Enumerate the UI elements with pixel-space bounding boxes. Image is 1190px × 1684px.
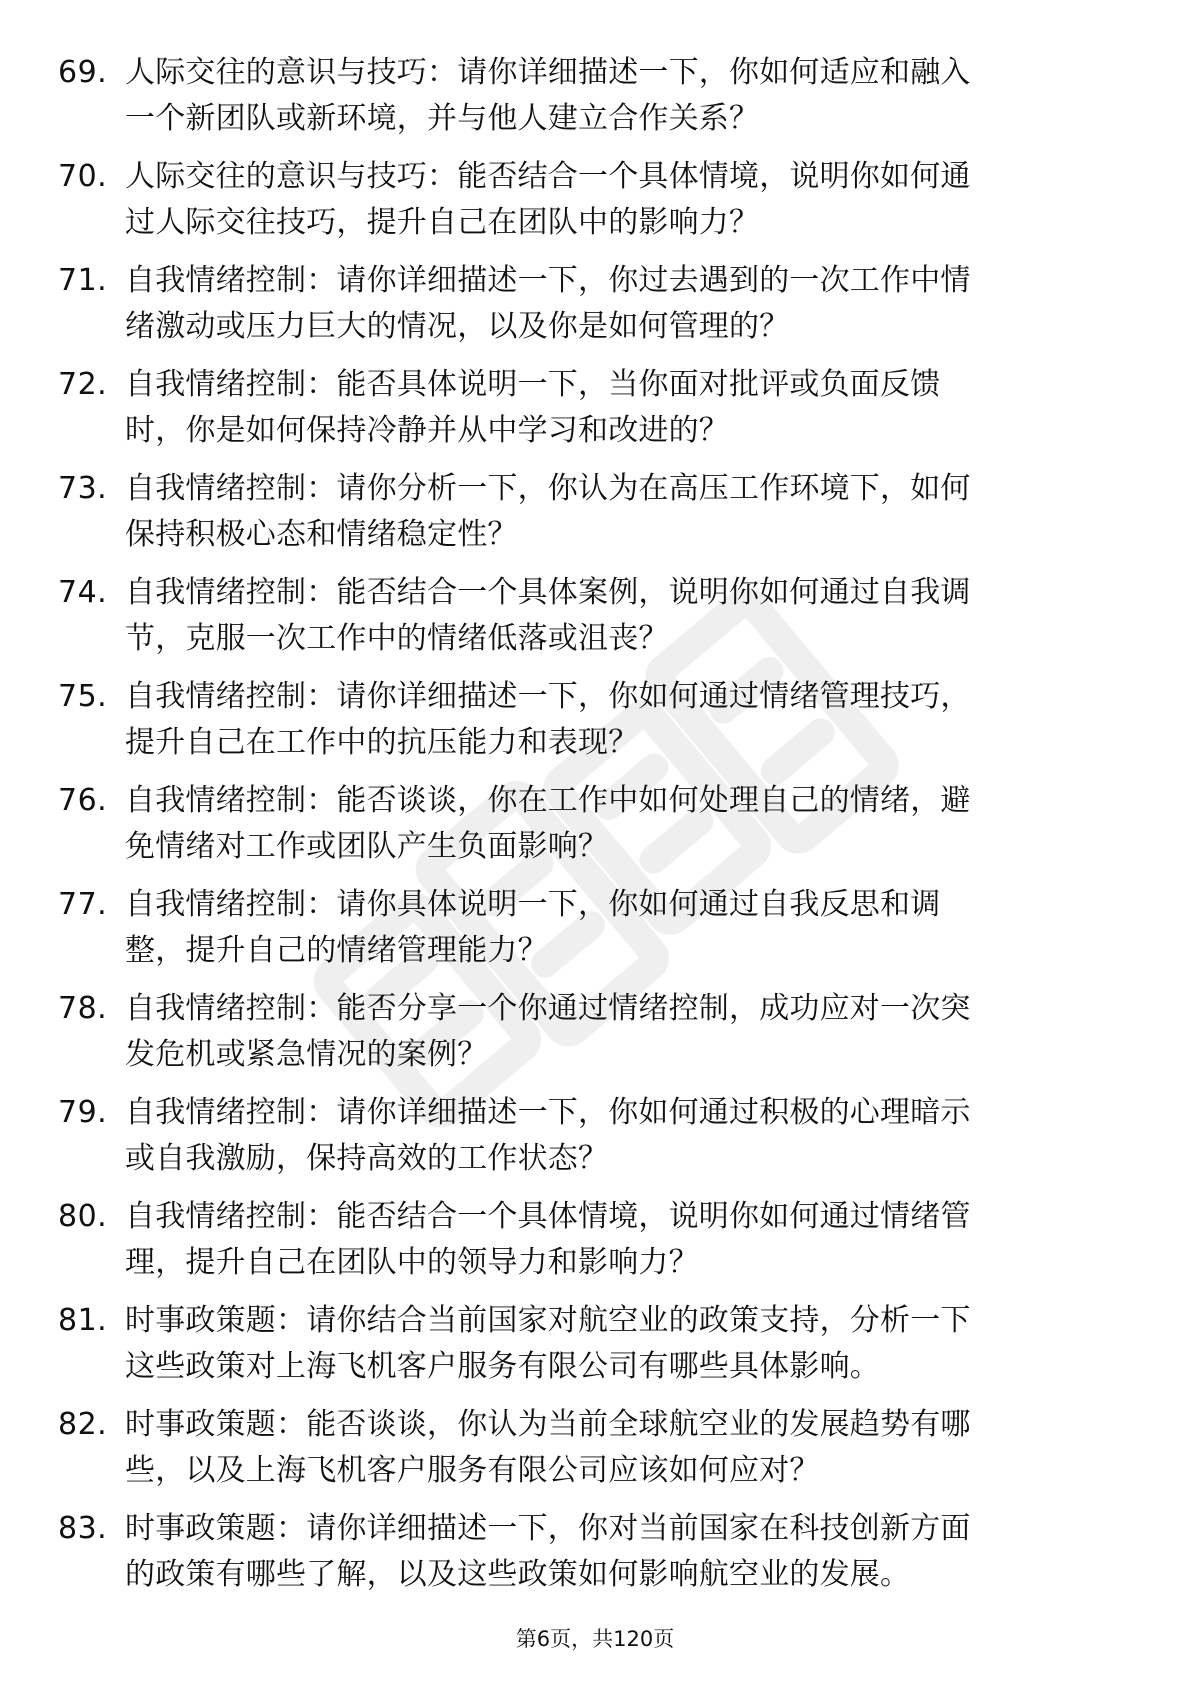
item-number: 73. xyxy=(58,471,108,506)
item-text-line: 自我情绪控制：请你具体说明一下，你如何通过自我反思和调 xyxy=(125,887,941,922)
item-text-line: 绪激动或压力巨大的情况，以及你是如何管理的？ xyxy=(125,309,790,344)
item-text xyxy=(125,50,1110,142)
item-text-line: 自我情绪控制：能否结合一个具体情境，说明你如何通过情绪管 xyxy=(125,1199,971,1234)
item-text-line: 自我情绪控制：能否结合一个具体案例，说明你如何通过自我调 xyxy=(125,575,971,610)
item-text xyxy=(125,154,1110,246)
list-item xyxy=(0,674,1190,778)
item-text-line: 自我情绪控制：请你详细描述一下，你如何通过情绪管理技巧， xyxy=(125,679,971,714)
item-text-line: 自我情绪控制：请你分析一下，你认为在高压工作环境下，如何 xyxy=(125,471,971,506)
item-text-line: 保持积极心态和情绪稳定性？ xyxy=(125,517,518,552)
item-number: 78. xyxy=(58,991,108,1026)
item-number: 76. xyxy=(58,783,108,818)
list-item xyxy=(0,1402,1190,1506)
item-text xyxy=(125,258,1110,350)
item-text-line: 自我情绪控制：能否分享一个你通过情绪控制，成功应对一次突 xyxy=(125,991,971,1026)
item-text-line: 或自我激励，保持高效的工作状态？ xyxy=(125,1141,609,1176)
item-text xyxy=(125,1402,1110,1494)
item-text-line: 人际交往的意识与技巧：请你详细描述一下，你如何适应和融入 xyxy=(125,55,971,90)
item-text-line: 时事政策题：请你结合当前国家对航空业的政策支持，分析一下 xyxy=(125,1303,971,1338)
item-number: 77. xyxy=(58,887,108,922)
item-text xyxy=(125,1194,1110,1286)
item-number: 82. xyxy=(58,1407,108,1442)
item-text xyxy=(125,466,1110,558)
item-text-line: 节，克服一次工作中的情绪低落或沮丧？ xyxy=(125,621,669,656)
list-item xyxy=(0,362,1190,466)
item-text xyxy=(125,362,1110,454)
item-text-line: 时事政策题：请你详细描述一下，你对当前国家在科技创新方面 xyxy=(125,1511,971,1546)
item-text-line: 过人际交往技巧，提升自己在团队中的影响力？ xyxy=(125,205,760,240)
item-number: 75. xyxy=(58,679,108,714)
list-item xyxy=(0,1506,1190,1610)
list-item xyxy=(0,882,1190,986)
item-text-line: 些，以及上海飞机客户服务有限公司应该如何应对？ xyxy=(125,1453,820,1488)
list-item xyxy=(0,986,1190,1090)
item-text xyxy=(125,1298,1110,1390)
item-number: 80. xyxy=(58,1199,108,1234)
item-text xyxy=(125,882,1110,974)
item-text xyxy=(125,1506,1110,1598)
item-number: 74. xyxy=(58,575,108,610)
item-text-line: 发危机或紧急情况的案例？ xyxy=(125,1037,488,1072)
item-text-line: 时，你是如何保持冷静并从中学习和改进的？ xyxy=(125,413,729,448)
item-text xyxy=(125,674,1110,766)
item-number: 72. xyxy=(58,367,108,402)
item-number: 69. xyxy=(58,55,108,90)
item-text-line: 整，提升自己的情绪管理能力？ xyxy=(125,933,548,968)
item-text-line: 自我情绪控制：请你详细描述一下，你过去遇到的一次工作中情 xyxy=(125,263,971,298)
item-text xyxy=(125,1090,1110,1182)
item-text-line: 一个新团队或新环境，并与他人建立合作关系？ xyxy=(125,101,760,136)
page-footer: 第6页，共120页 xyxy=(515,1627,675,1651)
item-text-line: 理，提升自己在团队中的领导力和影响力？ xyxy=(125,1245,699,1280)
item-text xyxy=(125,986,1110,1078)
item-number: 81. xyxy=(58,1303,108,1338)
item-text-line: 提升自己在工作中的抗压能力和表现？ xyxy=(125,725,639,760)
list-item xyxy=(0,1194,1190,1298)
list-item xyxy=(0,570,1190,674)
item-number: 70. xyxy=(58,159,108,194)
list-item xyxy=(0,154,1190,258)
list-item xyxy=(0,466,1190,570)
item-text-line: 的政策有哪些了解，以及这些政策如何影响航空业的发展。 xyxy=(125,1557,911,1592)
list-item xyxy=(0,50,1190,154)
list-item xyxy=(0,258,1190,362)
item-number: 71. xyxy=(58,263,108,298)
item-text-line: 时事政策题：能否谈谈，你认为当前全球航空业的发展趋势有哪 xyxy=(125,1407,971,1442)
list-item xyxy=(0,1090,1190,1194)
list-item xyxy=(0,778,1190,882)
item-text-line: 人际交往的意识与技巧：能否结合一个具体情境，说明你如何通 xyxy=(125,159,971,194)
item-text xyxy=(125,570,1110,662)
item-text-line: 自我情绪控制：能否具体说明一下，当你面对批评或负面反馈 xyxy=(125,367,941,402)
item-number: 79. xyxy=(58,1095,108,1130)
item-text-line: 这些政策对上海飞机客户服务有限公司有哪些具体影响。 xyxy=(125,1349,880,1384)
item-text-line: 自我情绪控制：能否谈谈，你在工作中如何处理自己的情绪，避 xyxy=(125,783,971,818)
item-text-line: 免情绪对工作或团队产生负面影响？ xyxy=(125,829,609,864)
item-text-line: 自我情绪控制：请你详细描述一下，你如何通过积极的心理暗示 xyxy=(125,1095,971,1130)
item-number: 83. xyxy=(58,1511,108,1546)
question-list xyxy=(0,50,1190,1610)
list-item xyxy=(0,1298,1190,1402)
item-text xyxy=(125,778,1110,870)
